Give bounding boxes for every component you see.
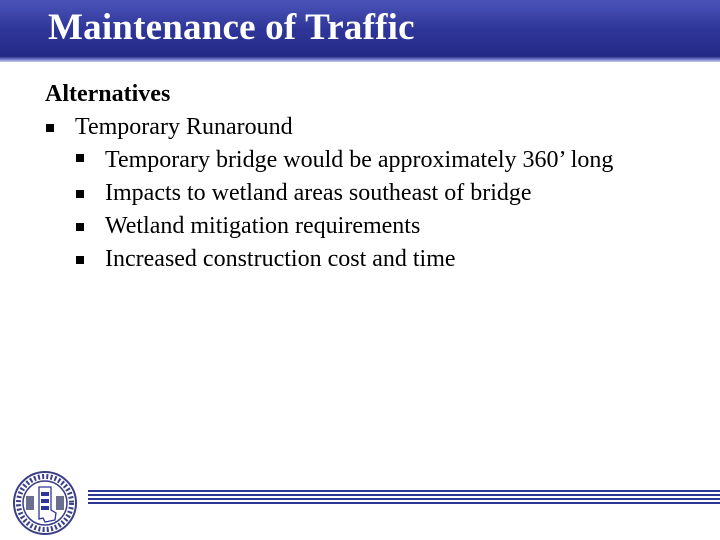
sub-bullet-2 xyxy=(45,177,695,210)
title-bar xyxy=(0,0,720,56)
square-bullet-icon xyxy=(46,124,54,132)
square-bullet-icon xyxy=(76,223,84,231)
sub-bullet-1 xyxy=(45,144,695,177)
sub-bullet-3 xyxy=(45,210,695,243)
sub-bullet-4 xyxy=(45,243,695,276)
bullet-level1-text: Temporary Runaround xyxy=(75,114,293,140)
section-heading: Alternatives xyxy=(45,81,171,107)
bullet-level1 xyxy=(45,111,695,144)
footer-stripes xyxy=(88,490,720,506)
sub-bullet-text: Wetland mitigation requirements xyxy=(105,213,421,239)
square-bullet-icon xyxy=(76,154,84,162)
sub-bullet-text: Increased construction cost and time xyxy=(105,246,456,272)
sub-bullet-text: Temporary bridge would be approximately 360’ long xyxy=(105,147,614,173)
sub-bullet-text: Impacts to wetland areas southeast of bridge xyxy=(105,180,532,206)
state-department-seal-icon xyxy=(12,470,78,536)
title-underline xyxy=(0,56,720,62)
square-bullet-icon xyxy=(76,256,84,264)
square-bullet-icon xyxy=(76,190,84,198)
slide-title: Maintenance of Traffic xyxy=(48,7,415,48)
slide-body xyxy=(45,78,695,276)
